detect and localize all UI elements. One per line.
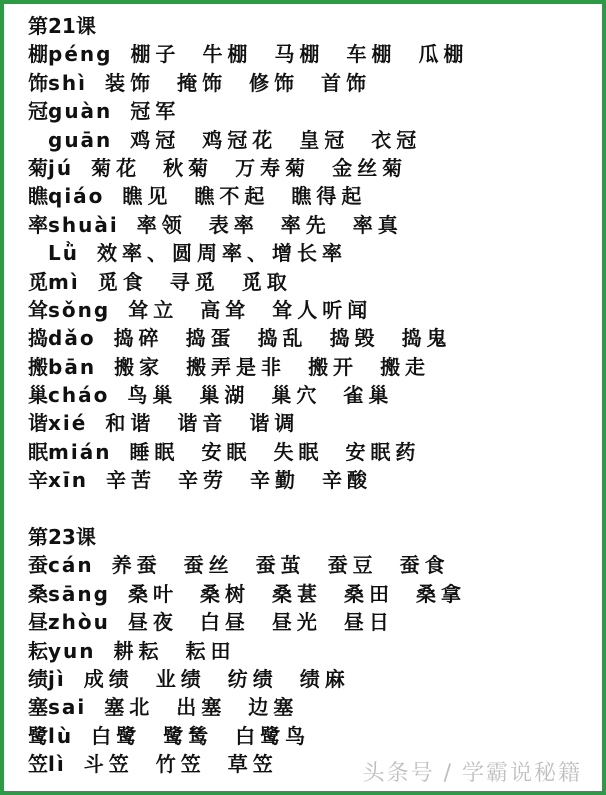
vocab-word: 辛酸 xyxy=(322,468,372,493)
row-head xyxy=(48,126,112,154)
row-head xyxy=(28,154,73,182)
vocab-word: 桑田 xyxy=(343,581,394,606)
row-head xyxy=(28,268,80,296)
pinyin: mì xyxy=(48,269,80,294)
pinyin: mián xyxy=(48,439,112,464)
vocab-word: 桑树 xyxy=(199,581,250,606)
pinyin: cháo xyxy=(48,383,110,408)
row-head xyxy=(28,608,110,636)
vocab-word: 搬走 xyxy=(380,354,431,379)
hanzi-character: 率 xyxy=(28,212,48,237)
hanzi-character: 笠 xyxy=(28,752,48,777)
vocab-word: 率先 xyxy=(280,212,331,237)
vocab-word: 耸立 xyxy=(128,297,179,322)
vocab-word: 搬开 xyxy=(308,354,359,379)
pinyin: shì xyxy=(48,70,87,95)
vocab-word: 安眠药 xyxy=(345,439,421,464)
vocab-word: 捣毁 xyxy=(329,326,380,351)
pinyin: péng xyxy=(48,42,113,67)
vocab-word: 昼日 xyxy=(343,610,394,635)
vocab-word: 捣鬼 xyxy=(401,326,452,351)
vocab-word: 马棚 xyxy=(274,42,325,67)
hanzi-character: 昼 xyxy=(28,610,48,635)
vocab-word: 瞧不起 xyxy=(194,184,270,209)
pinyin: dǎo xyxy=(48,326,96,351)
vocab-row xyxy=(28,381,594,409)
vocab-word: 绩麻 xyxy=(299,666,350,691)
vocab-word: 成绩 xyxy=(83,666,134,691)
vocab-row xyxy=(28,211,594,239)
vocab-word: 谐调 xyxy=(249,411,300,436)
vocab-row xyxy=(28,409,594,437)
pinyin: shuài xyxy=(48,212,119,237)
hanzi-character: 辛 xyxy=(28,468,48,493)
vocab-word: 率领 xyxy=(136,212,187,237)
vocab-row xyxy=(28,693,594,721)
vocab-row xyxy=(28,665,594,693)
vocab-word: 寻觅 xyxy=(169,269,220,294)
vocab-word: 养蚕 xyxy=(111,553,162,578)
hanzi-character: 搬 xyxy=(28,354,48,379)
vocab-word: 牛棚 xyxy=(202,42,253,67)
vocab-word: 谐音 xyxy=(177,411,228,436)
vocab-word: 白鹭鸟 xyxy=(235,723,311,748)
row-head xyxy=(28,750,66,778)
vocab-word: 巢湖 xyxy=(199,383,250,408)
vocab-row xyxy=(28,97,594,125)
vocab-row xyxy=(28,637,594,665)
row-head xyxy=(28,438,111,466)
vocab-row xyxy=(28,296,594,324)
row-head xyxy=(48,239,79,267)
row-head xyxy=(28,97,112,125)
vocab-word: 觅取 xyxy=(241,269,292,294)
hanzi-character: 耘 xyxy=(28,638,48,663)
vocab-word: 桑葚 xyxy=(271,581,322,606)
vocab-word: 高耸 xyxy=(200,297,251,322)
vocab-word: 修饰 xyxy=(249,70,299,95)
vocab-word: 搬家 xyxy=(114,354,165,379)
hanzi-character: 捣 xyxy=(28,326,48,351)
lesson-title: 第21课 xyxy=(28,14,96,38)
row-head xyxy=(28,466,88,494)
spacer xyxy=(28,495,594,523)
hanzi-character: 谐 xyxy=(28,411,48,436)
vocab-word: 出塞 xyxy=(176,695,227,720)
pinyin: cán xyxy=(48,553,94,578)
vocab-word: 巢穴 xyxy=(271,383,322,408)
vocab-word: 棚子 xyxy=(130,42,181,67)
vocab-row xyxy=(28,608,594,636)
vocab-row xyxy=(28,580,594,608)
row-head xyxy=(28,722,73,750)
vocab-word: 竹笠 xyxy=(155,752,206,777)
vocab-word: 耕耘 xyxy=(113,638,164,663)
hanzi-character: 冠 xyxy=(28,99,48,124)
hanzi-character: 饰 xyxy=(28,70,48,95)
pinyin: zhòu xyxy=(48,610,110,635)
pinyin: guàn xyxy=(48,99,113,124)
row-head xyxy=(28,409,87,437)
watermark: 头条号 / 学霸说秘籍 xyxy=(362,761,582,786)
vocab-word: 辛勤 xyxy=(250,468,300,493)
vocab-row xyxy=(28,239,594,267)
hanzi-character: 菊 xyxy=(28,155,48,180)
lesson-21-section xyxy=(28,12,594,495)
hanzi-character: 塞 xyxy=(28,695,48,720)
vocab-row xyxy=(28,353,594,381)
hanzi-character: 眠 xyxy=(28,439,48,464)
vocab-word: 草笠 xyxy=(227,752,278,777)
vocab-word: 白昼 xyxy=(199,610,250,635)
vocab-word: 蚕丝 xyxy=(183,553,234,578)
vocab-word: 安眠 xyxy=(201,439,252,464)
vocab-word: 边塞 xyxy=(248,695,299,720)
vocab-word: 衣冠 xyxy=(371,127,422,152)
vocab-row xyxy=(28,40,594,68)
vocab-word: 蚕食 xyxy=(399,553,450,578)
vocab-word: 菊花 xyxy=(91,155,142,180)
row-head xyxy=(28,69,87,97)
pinyin: xié xyxy=(48,411,88,436)
vocab-row xyxy=(28,154,594,182)
vocab-row xyxy=(28,551,594,579)
vocab-row xyxy=(28,182,594,210)
row-head xyxy=(28,353,96,381)
vocab-row xyxy=(28,268,594,296)
row-head xyxy=(28,637,96,665)
row-head xyxy=(28,211,119,239)
vocab-word: 雀巢 xyxy=(343,383,394,408)
vocab-word: 率真 xyxy=(352,212,403,237)
vocab-word: 万寿菊 xyxy=(235,155,311,180)
vocab-word: 塞北 xyxy=(104,695,155,720)
lesson-rows xyxy=(28,40,594,494)
content-area xyxy=(28,12,594,779)
row-head xyxy=(28,580,110,608)
vocab-word: 首饰 xyxy=(321,70,371,95)
vocab-word: 失眠 xyxy=(273,439,324,464)
vocab-word: 蚕豆 xyxy=(327,553,378,578)
pinyin: qiáo xyxy=(48,184,105,209)
vocab-word: 昼夜 xyxy=(127,610,178,635)
vocab-word: 蚕茧 xyxy=(255,553,306,578)
vocab-word: 纺绩 xyxy=(227,666,278,691)
vocab-row xyxy=(28,69,594,97)
pinyin: jú xyxy=(48,155,74,180)
vocab-word: 斗笠 xyxy=(83,752,134,777)
pinyin: lù xyxy=(48,723,74,748)
hanzi-character: 耸 xyxy=(28,297,48,322)
vocab-word: 车棚 xyxy=(346,42,397,67)
lesson-rows xyxy=(28,551,594,778)
pinyin: guān xyxy=(48,127,113,152)
vocab-word: 鸡冠花 xyxy=(202,127,278,152)
vocab-word: 鸡冠 xyxy=(130,127,181,152)
pinyin: xīn xyxy=(48,468,88,493)
vocab-word: 表率 xyxy=(208,212,259,237)
vocab-word: 觅食 xyxy=(97,269,148,294)
vocab-row xyxy=(28,722,594,750)
pinyin: sai xyxy=(48,695,87,720)
vocab-word: 昼光 xyxy=(271,610,322,635)
hanzi-character: 鹭 xyxy=(28,723,48,748)
vocab-row xyxy=(28,438,594,466)
row-head xyxy=(28,551,94,579)
vocab-word: 桑拿 xyxy=(415,581,466,606)
vocab-word: 辛苦 xyxy=(106,468,156,493)
vocab-word: 捣乱 xyxy=(257,326,308,351)
pinyin: yun xyxy=(48,638,96,663)
vocab-word: 装饰 xyxy=(105,70,155,95)
vocab-row xyxy=(28,466,594,494)
pinyin: sǒng xyxy=(48,297,111,322)
vocab-word: 睡眠 xyxy=(129,439,180,464)
vocab-word: 和谐 xyxy=(105,411,156,436)
row-head xyxy=(28,296,110,324)
vocab-word: 鹭鸶 xyxy=(163,723,214,748)
vocab-word: 瞧得起 xyxy=(291,184,367,209)
vocab-word: 业绩 xyxy=(155,666,206,691)
hanzi-character: 觅 xyxy=(28,269,48,294)
pinyin: bān xyxy=(48,354,97,379)
vocab-word: 秋菊 xyxy=(163,155,214,180)
vocab-word: 效率、圆周率、增长率 xyxy=(96,241,347,266)
vocab-word: 掩饰 xyxy=(177,70,227,95)
vocab-row xyxy=(28,324,594,352)
row-head xyxy=(28,381,109,409)
vocab-word: 耘田 xyxy=(185,638,236,663)
pinyin: sāng xyxy=(48,581,110,606)
vocab-word: 桑叶 xyxy=(127,581,178,606)
vocab-word: 金丝菊 xyxy=(332,155,408,180)
lesson-title: 第23课 xyxy=(28,525,96,550)
hanzi-character: 绩 xyxy=(28,666,48,691)
row-head xyxy=(28,693,86,721)
vocab-word: 皇冠 xyxy=(299,127,350,152)
hanzi-character: 蚕 xyxy=(28,553,48,578)
vocab-word: 瞧见 xyxy=(122,184,173,209)
row-head xyxy=(28,182,104,210)
vocab-word: 耸人听闻 xyxy=(272,297,373,322)
vocab-word: 辛劳 xyxy=(178,468,228,493)
hanzi-character: 棚 xyxy=(28,42,48,67)
hanzi-character: 瞧 xyxy=(28,184,48,209)
lesson-23-section xyxy=(28,523,594,779)
hanzi-character: 桑 xyxy=(28,581,48,606)
row-head xyxy=(28,40,112,68)
vocab-word: 白鹭 xyxy=(91,723,142,748)
vocab-word: 搬弄是非 xyxy=(186,354,287,379)
vocab-word: 捣蛋 xyxy=(185,326,236,351)
vocab-row xyxy=(28,126,594,154)
pinyin: Lǜ xyxy=(48,241,79,266)
hanzi-character: 巢 xyxy=(28,383,48,408)
vocab-word: 鸟巢 xyxy=(127,383,178,408)
vocab-word: 瓜棚 xyxy=(418,42,469,67)
row-head xyxy=(28,665,66,693)
row-head xyxy=(28,324,96,352)
pinyin: lì xyxy=(48,752,66,777)
vocab-word: 捣碎 xyxy=(113,326,164,351)
pinyin: jì xyxy=(48,666,66,691)
vocab-word: 冠军 xyxy=(130,99,181,124)
